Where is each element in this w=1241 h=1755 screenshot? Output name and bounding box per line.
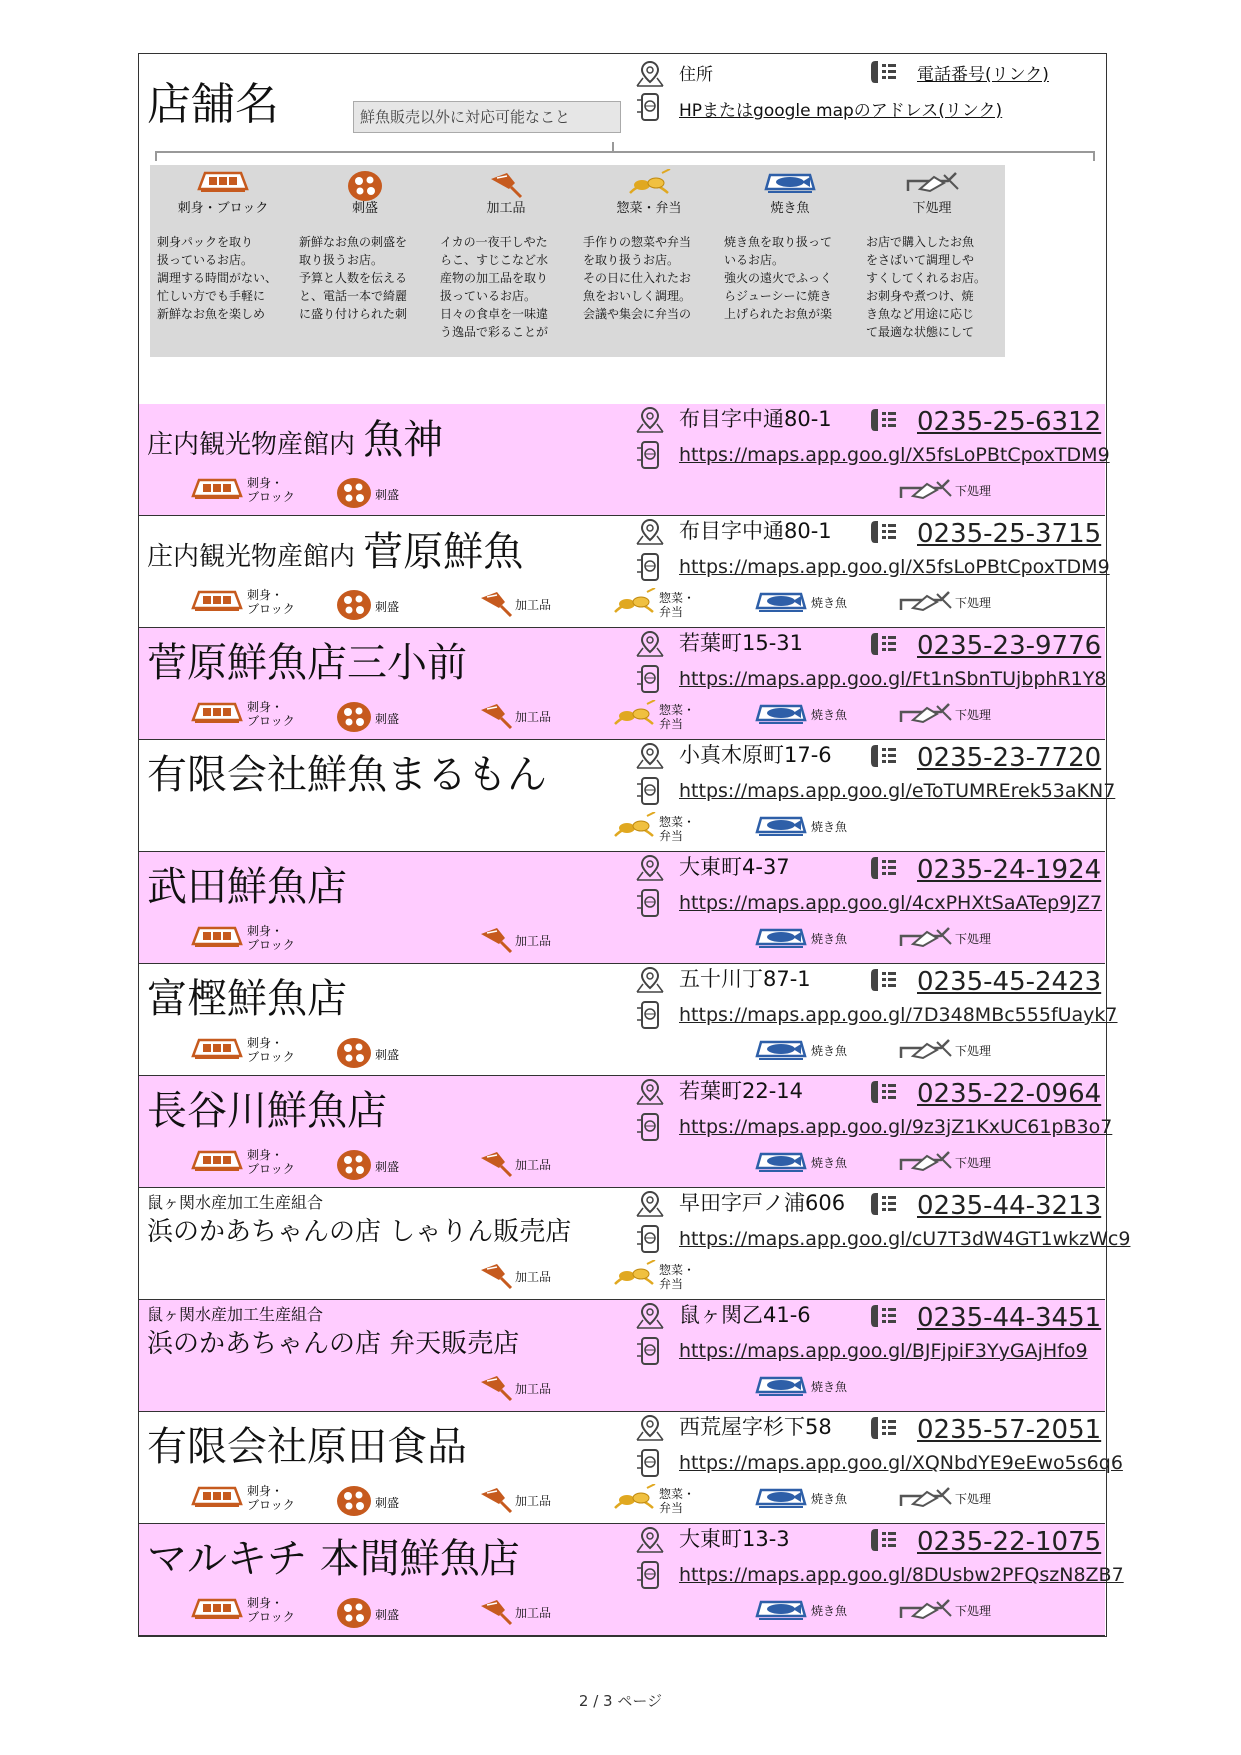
- kakou-icon: [479, 1484, 513, 1518]
- badge-label: 刺身・ ブロック: [247, 588, 295, 616]
- badge-label: 加工品: [515, 934, 552, 948]
- badge-label: 加工品: [515, 1270, 552, 1284]
- store-row: [139, 404, 1110, 516]
- shitagoshirae-badge: [897, 588, 991, 618]
- sashimi-icon: [189, 700, 245, 728]
- badge-label: 刺身・ ブロック: [247, 1148, 295, 1176]
- map-pin-icon: [635, 1414, 665, 1446]
- sashimi-icon: [189, 588, 245, 616]
- store-map-link[interactable]: https://maps.app.goo.gl/X5fsLoPBtCpoxTDM9: [679, 444, 1110, 466]
- store-name: 長谷川鮮魚店: [147, 1088, 387, 1134]
- legend-card-moriawase: [292, 165, 438, 357]
- legend-card-desc: 新鮮なお魚の刺盛を 取り扱うお店。 予算と人数を伝える と、電話一本で綺麗 に盛り付けられた刺: [299, 235, 408, 321]
- badge-label: 加工品: [515, 1606, 552, 1620]
- store-name: 浜のかあちゃんの店 弁天販売店: [147, 1329, 520, 1359]
- legend-card-title: 刺盛: [351, 201, 378, 216]
- moriawase-badge: [335, 1596, 399, 1634]
- yakizakana-icon: [753, 924, 809, 954]
- yakizakana-icon: [753, 1148, 809, 1178]
- legend-phone-label[interactable]: 電話番号(リンク): [917, 65, 1049, 85]
- yakizakana-badge: [753, 1372, 847, 1402]
- sashimi-icon: [189, 1036, 245, 1064]
- sashimi-icon: [189, 1484, 245, 1512]
- yakizakana-badge: [753, 1036, 847, 1066]
- legend-card-desc: 焼き魚を取り扱って いるお店。 強火の遠火でふっく らジューシーに焼き 上げられたお魚が楽: [724, 235, 833, 321]
- moriawase-icon: [335, 476, 373, 514]
- smartphone-icon: [635, 664, 665, 698]
- store-phone-link[interactable]: 0235-44-3451: [917, 1303, 1102, 1333]
- badge-label: 刺盛: [375, 600, 400, 614]
- yakizakana-icon: [753, 1484, 809, 1514]
- sozai-icon: [611, 588, 657, 622]
- badge-label: 加工品: [515, 710, 552, 724]
- store-phone-link[interactable]: 0235-25-6312: [917, 407, 1102, 437]
- kakou-icon: [479, 700, 513, 734]
- badge-label: 焼き魚: [811, 932, 848, 946]
- yakizakana-badge: [753, 588, 847, 618]
- smartphone-icon: [635, 552, 665, 586]
- legend-card-title: 加工品: [486, 201, 526, 216]
- sozai-icon: [611, 812, 657, 846]
- map-pin-icon: [635, 1526, 665, 1558]
- sashimi-icon: [195, 169, 251, 197]
- store-row: [139, 1300, 1105, 1412]
- badge-label: 焼き魚: [811, 1156, 848, 1170]
- store-name-main: 魚神: [363, 417, 444, 463]
- badge-label: 下処理: [955, 708, 992, 722]
- badge-label: 下処理: [955, 596, 992, 610]
- shitagoshirae-icon: [897, 1036, 953, 1066]
- phone-icon: [869, 1302, 899, 1334]
- kakou-badge: [479, 700, 551, 734]
- sozai-badge: [611, 588, 695, 622]
- shitagoshirae-badge: [897, 924, 991, 954]
- badge-label: 焼き魚: [811, 1044, 848, 1058]
- map-pin-icon: [635, 60, 665, 92]
- kakou-badge: [479, 1260, 551, 1294]
- sozai-icon: [611, 1484, 657, 1518]
- yakizakana-icon: [753, 1596, 809, 1626]
- store-phone-link[interactable]: 0235-24-1924: [917, 855, 1102, 885]
- store-phone-link[interactable]: 0235-23-9776: [917, 631, 1102, 661]
- sashimi-badge: [189, 476, 295, 504]
- store-name: [147, 417, 444, 463]
- store-address: 若葉町22-14: [679, 1079, 804, 1103]
- shitagoshirae-badge: [897, 1036, 991, 1066]
- store-row: [139, 1412, 1123, 1524]
- sozai-badge: [611, 812, 695, 846]
- badge-label: 惣菜・ 弁当: [659, 1487, 696, 1515]
- store-name: 有限会社原田食品: [147, 1424, 467, 1470]
- yakizakana-icon: [753, 1036, 809, 1066]
- badge-label: 下処理: [955, 932, 992, 946]
- smartphone-icon: [635, 1112, 665, 1146]
- map-pin-icon: [635, 518, 665, 550]
- kakou-badge: [479, 1596, 551, 1630]
- store-row: [139, 964, 1118, 1076]
- moriawase-badge: [335, 1036, 399, 1074]
- store-address: 鼠ヶ関乙41-6: [679, 1303, 811, 1327]
- badge-label: 下処理: [955, 1492, 992, 1506]
- store-map-link[interactable]: https://maps.app.goo.gl/cU7T3dW4GT1wkzWc9: [679, 1228, 1131, 1250]
- shitagoshirae-icon: [897, 1596, 953, 1626]
- legend-card-shitagoshirae: [859, 165, 1005, 357]
- store-map-link[interactable]: https://maps.app.goo.gl/eToTUMRErek53aKN7: [679, 780, 1116, 802]
- yakizakana-badge: [753, 924, 847, 954]
- moriawase-icon: [335, 1148, 373, 1186]
- store-phone-link[interactable]: 0235-45-2423: [917, 967, 1102, 997]
- shitagoshirae-icon: [897, 700, 953, 730]
- shitagoshirae-icon: [897, 1148, 953, 1178]
- shitagoshirae-icon: [897, 1484, 953, 1514]
- moriawase-icon: [335, 1036, 373, 1074]
- store-map-link[interactable]: https://maps.app.goo.gl/Ft1nSbnTUjbphR1Y8: [679, 668, 1107, 690]
- store-row: [139, 1188, 1131, 1300]
- shitagoshirae-icon: [897, 924, 953, 954]
- legend-card-title: 焼き魚: [770, 201, 810, 216]
- store-phone-link[interactable]: 0235-22-1075: [917, 1527, 1102, 1557]
- legend-card-sozai: [576, 165, 722, 357]
- store-address: 早田字戸ノ浦606: [679, 1191, 846, 1215]
- smartphone-icon: [635, 1560, 665, 1594]
- store-row: [139, 1524, 1124, 1636]
- shitagoshirae-badge: [897, 700, 991, 730]
- yakizakana-badge: [753, 700, 847, 730]
- sashimi-icon: [189, 1148, 245, 1176]
- phone-icon: [869, 742, 899, 774]
- store-name: 浜のかあちゃんの店 しゃりん販売店: [147, 1217, 572, 1247]
- store-address: 五十川丁87-1: [679, 967, 811, 991]
- shitagoshirae-icon: [904, 169, 960, 199]
- kakou-icon: [479, 924, 513, 958]
- smartphone-icon: [635, 92, 665, 126]
- map-pin-icon: [635, 742, 665, 774]
- badge-label: 惣菜・ 弁当: [659, 1263, 696, 1291]
- moriawase-icon: [335, 588, 373, 626]
- yakizakana-badge: [753, 1596, 847, 1626]
- sashimi-badge: [189, 1036, 295, 1064]
- phone-icon: [869, 406, 899, 438]
- yakizakana-badge: [753, 1484, 847, 1514]
- moriawase-badge: [335, 700, 399, 738]
- store-map-link[interactable]: https://maps.app.goo.gl/9z3jZ1KxUC61pB3o7: [679, 1116, 1113, 1138]
- moriawase-icon: [335, 700, 373, 738]
- sashimi-icon: [189, 924, 245, 952]
- store-name: 有限会社鮮魚まるもん: [147, 752, 547, 798]
- badge-label: 加工品: [515, 1382, 552, 1396]
- store-list-page: [138, 53, 1131, 1637]
- shitagoshirae-icon: [897, 476, 953, 506]
- kakou-badge: [479, 1148, 551, 1182]
- smartphone-icon: [635, 1000, 665, 1034]
- sashimi-badge: [189, 1596, 295, 1624]
- yakizakana-icon: [753, 700, 809, 730]
- store-subtitle: 鼠ヶ関水産加工生産組合: [147, 1193, 324, 1212]
- badge-label: 加工品: [515, 1158, 552, 1172]
- store-row: [139, 516, 1110, 628]
- badge-label: 刺盛: [375, 1496, 400, 1510]
- yakizakana-icon: [753, 812, 809, 842]
- shitagoshirae-badge: [897, 476, 991, 506]
- phone-icon: [869, 518, 899, 550]
- map-pin-icon: [635, 854, 665, 886]
- store-map-link[interactable]: https://maps.app.goo.gl/8DUsbw2PFQszN8ZB7: [679, 1564, 1124, 1586]
- kakou-icon: [479, 1148, 513, 1182]
- map-pin-icon: [635, 966, 665, 998]
- store-row: [139, 740, 1116, 852]
- store-map-link[interactable]: https://maps.app.goo.gl/XQNbdYE9eEwo5s6q6: [679, 1452, 1123, 1474]
- store-prefix: 庄内観光物産館内: [147, 430, 356, 460]
- store-phone-link[interactable]: 0235-57-2051: [917, 1415, 1102, 1445]
- kakou-badge: [479, 1484, 551, 1518]
- sozai-badge: [611, 1260, 695, 1294]
- kakou-icon: [479, 1260, 513, 1294]
- legend-card-desc: 刺身パックを取り 扱っているお店。 調理する時間がない、 忙しい方でも手軽に 新鮮なお魚を楽しめ: [157, 235, 278, 321]
- yakizakana-icon: [753, 588, 809, 618]
- yakizakana-badge: [753, 1148, 847, 1178]
- phone-icon: [869, 1078, 899, 1110]
- phone-icon: [869, 630, 899, 662]
- badge-label: 刺盛: [375, 1160, 400, 1174]
- phone-icon: [869, 1414, 899, 1446]
- sozai-badge: [611, 1484, 695, 1518]
- store-map-link[interactable]: https://maps.app.goo.gl/X5fsLoPBtCpoxTDM9: [679, 556, 1110, 578]
- store-address: 小真木原町17-6: [679, 743, 832, 767]
- badge-label: 刺身・ ブロック: [247, 476, 295, 504]
- legend-header: [139, 54, 1105, 405]
- yakizakana-icon: [762, 169, 818, 199]
- store-address: 布目字中通80-1: [679, 407, 832, 431]
- legend-card-title: 下処理: [912, 201, 952, 216]
- badge-label: 刺身・ ブロック: [247, 700, 295, 728]
- phone-icon: [869, 58, 899, 90]
- store-name: マルキチ 本間鮮魚店: [147, 1536, 520, 1582]
- store-row: [139, 628, 1105, 740]
- map-pin-icon: [635, 1190, 665, 1222]
- kakou-icon: [479, 588, 513, 622]
- legend-card-yakizakana: [717, 165, 863, 357]
- moriawase-icon: [335, 1484, 373, 1522]
- store-address: 布目字中通80-1: [679, 519, 832, 543]
- sashimi-icon: [189, 1596, 245, 1624]
- badge-label: 加工品: [515, 598, 552, 612]
- store-name: [147, 529, 524, 575]
- sozai-badge: [611, 700, 695, 734]
- store-row: [139, 852, 1105, 964]
- sashimi-badge: [189, 1484, 295, 1512]
- sashimi-icon: [189, 476, 245, 504]
- badge-label: 刺身・ ブロック: [247, 924, 295, 952]
- store-phone-link[interactable]: 0235-22-0964: [917, 1079, 1102, 1109]
- shitagoshirae-badge: [897, 1148, 991, 1178]
- phone-icon: [869, 1190, 899, 1222]
- moriawase-icon: [335, 1596, 373, 1634]
- moriawase-badge: [335, 476, 399, 514]
- kakou-badge: [479, 1372, 551, 1406]
- badge-label: 刺盛: [375, 712, 400, 726]
- moriawase-badge: [335, 1484, 399, 1522]
- store-map-link[interactable]: https://maps.app.goo.gl/BJFjpiF3YyGAjHfo9: [679, 1340, 1088, 1362]
- yakizakana-icon: [753, 1372, 809, 1402]
- badge-label: 加工品: [515, 1494, 552, 1508]
- smartphone-icon: [635, 1336, 665, 1370]
- legend-card-desc: お店で購入したお魚 をさばいて調理しや すくしてくれるお店。 お刺身や煮つけ、焼 き魚など用途に応じ て最適な状態にして: [866, 235, 987, 339]
- sashimi-badge: [189, 1148, 295, 1176]
- store-phone-link[interactable]: 0235-25-3715: [917, 519, 1102, 549]
- badge-label: 焼き魚: [811, 1492, 848, 1506]
- smartphone-icon: [635, 1224, 665, 1258]
- store-subtitle: 鼠ヶ関水産加工生産組合: [147, 1305, 324, 1324]
- legend-title: 店舗名: [147, 79, 279, 130]
- moriawase-badge: [335, 1148, 399, 1186]
- kakou-badge: [479, 924, 551, 958]
- map-pin-icon: [635, 406, 665, 438]
- badge-label: 刺盛: [375, 488, 400, 502]
- badge-label: 焼き魚: [811, 708, 848, 722]
- smartphone-icon: [635, 776, 665, 810]
- badge-label: 下処理: [955, 1604, 992, 1618]
- map-pin-icon: [635, 630, 665, 662]
- store-address: 大東町4-37: [679, 855, 790, 879]
- sozai-icon: [611, 700, 657, 734]
- map-pin-icon: [635, 1078, 665, 1110]
- legend-url-label[interactable]: HPまたはgoogle mapのアドレス(リンク): [679, 101, 1003, 121]
- kakou-badge: [479, 588, 551, 622]
- kakou-icon: [479, 1372, 513, 1406]
- badge-label: 焼き魚: [811, 1380, 848, 1394]
- badge-label: 刺身・ ブロック: [247, 1596, 295, 1624]
- shitagoshirae-badge: [897, 1484, 991, 1514]
- legend-card-sashimi: [150, 165, 296, 357]
- store-address: 大東町13-3: [679, 1527, 790, 1551]
- store-name: 武田鮮魚店: [147, 864, 347, 910]
- store-map-link[interactable]: https://maps.app.goo.gl/7D348MBc555fUayk7: [679, 1004, 1118, 1026]
- smartphone-icon: [635, 888, 665, 922]
- phone-icon: [869, 966, 899, 998]
- store-prefix: 庄内観光物産館内: [147, 542, 356, 572]
- store-map-link[interactable]: https://maps.app.goo.gl/4cxPHXtSaATep9JZ7: [679, 892, 1102, 914]
- badge-label: 惣菜・ 弁当: [659, 591, 696, 619]
- smartphone-icon: [635, 1448, 665, 1482]
- kakou-icon: [479, 1596, 513, 1630]
- legend-bracket-tick: [612, 142, 614, 152]
- badge-label: 刺盛: [375, 1048, 400, 1062]
- badge-label: 下処理: [955, 1156, 992, 1170]
- badge-label: 刺身・ ブロック: [247, 1484, 295, 1512]
- legend-note: 鮮魚販売以外に対応可能なこと: [353, 101, 621, 133]
- shitagoshirae-badge: [897, 1596, 991, 1626]
- legend-card-title: 刺身・ブロック: [177, 201, 269, 216]
- phone-icon: [869, 854, 899, 886]
- sashimi-badge: [189, 700, 295, 728]
- badge-label: 刺身・ ブロック: [247, 1036, 295, 1064]
- legend-bracket: [155, 151, 1095, 161]
- phone-icon: [869, 1526, 899, 1558]
- store-phone-link[interactable]: 0235-23-7720: [917, 743, 1102, 773]
- legend-card-desc: 手作りの惣菜や弁当 を取り扱うお店。 その日に仕入れたお 魚をおいしく調理。 会議や集会に弁当の: [583, 235, 692, 321]
- store-name: 菅原鮮魚店三小前: [147, 640, 467, 686]
- sashimi-badge: [189, 924, 295, 952]
- badge-label: 惣菜・ 弁当: [659, 703, 696, 731]
- smartphone-icon: [635, 440, 665, 474]
- yakizakana-badge: [753, 812, 847, 842]
- badge-label: 惣菜・ 弁当: [659, 815, 696, 843]
- shitagoshirae-icon: [897, 588, 953, 618]
- sashimi-badge: [189, 588, 295, 616]
- store-name: 富樫鮮魚店: [147, 976, 347, 1022]
- sozai-icon: [611, 1260, 657, 1294]
- legend-card-kakou: [433, 165, 579, 357]
- store-name-main: 菅原鮮魚: [363, 529, 524, 575]
- store-phone-link[interactable]: 0235-44-3213: [917, 1191, 1102, 1221]
- map-pin-icon: [635, 1302, 665, 1334]
- store-address: 西荒屋字杉下58: [679, 1415, 832, 1439]
- legend-card-title: 惣菜・弁当: [616, 201, 682, 216]
- badge-label: 下処理: [955, 1044, 992, 1058]
- legend-card-desc: イカの一夜干しやた らこ、すじこなど水 産物の加工品を取り 扱っているお店。 日々の食卓を一味違 う逸品で彩ることが: [440, 235, 549, 339]
- store-row: [139, 1076, 1113, 1188]
- badge-label: 下処理: [955, 484, 992, 498]
- badge-label: 刺盛: [375, 1608, 400, 1622]
- legend-address-label: 住所: [679, 65, 713, 85]
- badge-label: 焼き魚: [811, 820, 848, 834]
- page-number: 2 / 3 ページ: [578, 1692, 663, 1710]
- badge-label: 焼き魚: [811, 1604, 848, 1618]
- store-address: 若葉町15-31: [679, 631, 804, 655]
- badge-label: 焼き魚: [811, 596, 848, 610]
- moriawase-badge: [335, 588, 399, 626]
